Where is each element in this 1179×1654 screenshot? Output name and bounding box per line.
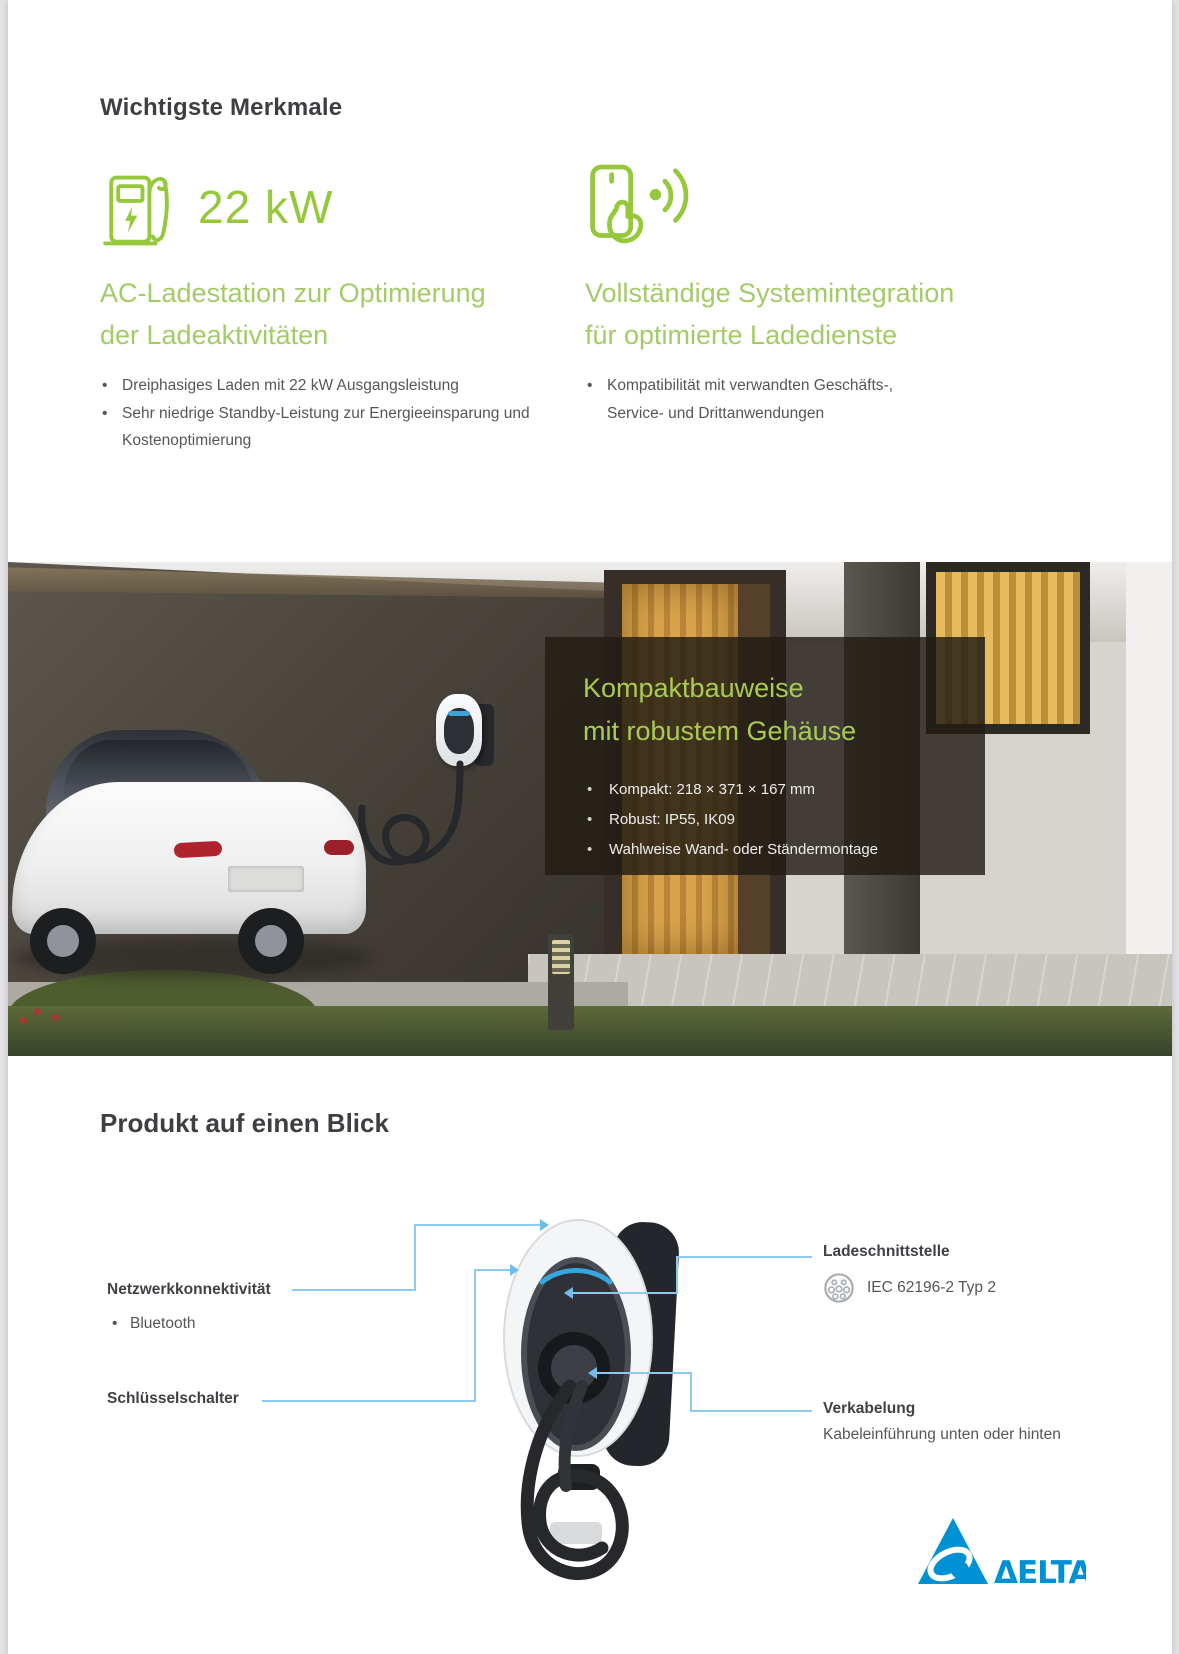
feature-bullets: [585, 372, 921, 427]
wallbox-figure: [470, 1186, 720, 1616]
callout-line: [596, 1372, 690, 1374]
card-bullets: [583, 775, 951, 865]
callout-line: [474, 1269, 476, 1402]
feature-card: [545, 637, 985, 875]
callout-line: [474, 1269, 510, 1271]
callout-line: [676, 1256, 678, 1294]
callout-line: [262, 1400, 474, 1402]
delta-wordmark: ΔELTA: [994, 1555, 1086, 1591]
feature-icon-row: [100, 150, 586, 264]
ev-charging-station-icon: [100, 161, 178, 253]
callout-keyswitch-label: Schlüsselschalter: [107, 1390, 239, 1407]
feature-heading: AC-Ladestation zur Optimierung der Ladeaktivitäten: [100, 278, 486, 350]
feature-bullet: • Dreiphasiges Laden mit 22 kW Ausgangsleistung: [100, 372, 552, 400]
callout-arrow: [540, 1219, 549, 1231]
callout-line: [676, 1256, 812, 1258]
callout-line: [572, 1292, 676, 1294]
type2-connector-icon: [823, 1272, 855, 1304]
feature-bullets: [100, 372, 552, 455]
power-badge: 22 kW: [198, 181, 334, 233]
delta-logo: [916, 1512, 1086, 1604]
callout-interface-value: IEC 62196-2 Typ 2: [867, 1279, 996, 1296]
feature-icon-row: [585, 150, 1071, 264]
product-image: [470, 1186, 720, 1616]
section-title: Produkt auf einen Blick: [100, 1108, 389, 1138]
datasheet-page: [8, 0, 1172, 1654]
callout-interface-label: Ladeschnittstelle: [823, 1243, 950, 1260]
page-title: Wichtigste Merkmale: [100, 94, 343, 121]
feature-ac-station: [100, 150, 586, 455]
card-bullet: • Wahlweise Wand- oder Ständermontage: [583, 835, 951, 865]
feature-heading: Vollständige Systemintegration für optimierte Ladedienste: [585, 278, 955, 350]
delta-logo-mark: [916, 1512, 1086, 1604]
callout-arrow: [510, 1264, 519, 1276]
card-bullet: • Kompakt: 218 × 371 × 167 mm: [583, 775, 951, 805]
card-bullet: • Robust: IP55, IK09: [583, 805, 951, 835]
rfid-card-tap-icon: [585, 159, 703, 255]
callout-cabling-label: Verkabelung: [823, 1400, 916, 1417]
callout-line: [414, 1224, 416, 1291]
feature-bullet: • Kompatibilität mit verwandten Geschäfts-, Service- und Drittanwendungen: [585, 372, 921, 427]
callout-line: [690, 1372, 692, 1412]
hero-photo: [8, 562, 1172, 1056]
callout-network-label: Netzwerkkonnektivität: [107, 1281, 271, 1298]
feature-bullet: • Sehr niedrige Standby-Leistung zur Energieeinsparung und Kostenoptimierung: [100, 400, 552, 455]
callout-line: [292, 1289, 414, 1291]
callout-line: [414, 1224, 540, 1226]
callout-interface-row: [823, 1272, 996, 1304]
feature-system-integration: [585, 150, 1071, 427]
callout-line: [690, 1410, 812, 1412]
callout-cabling-value: Kabeleinführung unten oder hinten: [823, 1426, 1061, 1443]
card-title: Kompaktbauweise: [583, 673, 804, 703]
callout-network-bullet: • Bluetooth: [110, 1315, 196, 1333]
lightning-bolt-icon: [125, 207, 137, 233]
card-title: mit robustem Gehäuse: [583, 716, 857, 746]
